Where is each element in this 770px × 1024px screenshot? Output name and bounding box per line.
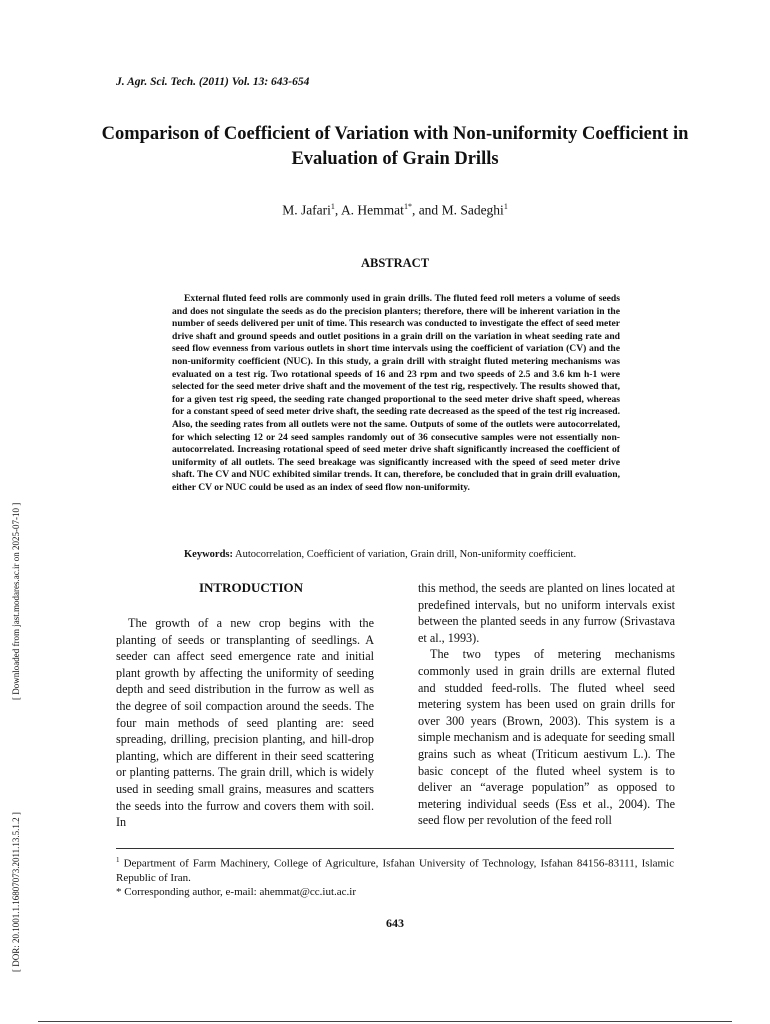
bottom-rule [38,1021,732,1022]
author-name: M. Sadeghi [441,202,504,218]
author-list [100,202,690,219]
introduction-heading: INTRODUCTION [198,580,303,595]
paper-title: Comparison of Coefficient of Variation with Non-uniformity Coefficient in Evaluation of Grain Drills [101,124,689,169]
footnotes [116,853,674,900]
author-separator: , [334,202,341,218]
footnote-mark: 1 [116,856,120,864]
corresponding-author-footnote: * Corresponding author, e-mail: ahemmat@cc.iut.ac.ir [116,886,357,899]
author-affiliation-mark: 1 [503,202,508,211]
author-name: A. Hemmat [340,202,404,218]
introduction-right-column [418,580,675,829]
author-affiliation-mark: 1 [330,202,335,211]
keywords-label: Keywords: [184,549,233,560]
affiliation-footnote [116,853,674,885]
keywords-list: Autocorrelation, Coefficient of variation, Grain drill, Non-uniformity coefficient. [233,549,577,560]
paragraph: this method, the seeds are planted on lines located at predefined intervals, but no uniform intervals exist between the planted seeds in any furrow (Srivastava et al., 1993). [418,581,675,645]
keywords [184,549,576,560]
side-download-stamp: [ Downloaded from jast.modares.ac.ir on 2025-07-10 ] [11,502,21,700]
author-separator: , and [411,202,442,218]
journal-reference: J. Agr. Sci. Tech. (2011) Vol. 13: 643-654 [116,76,310,88]
abstract-heading: ABSTRACT [360,256,430,270]
page-number: 643 [386,916,404,930]
affiliation-text: Department of Farm Machinery, College of Agriculture, Isfahan University of Technology, Isfahan 84156-83111, Islamic Republic of Iran. [116,857,674,885]
introduction-left-column: The growth of a new crop begins with the planting of seeds or transplanting of seedlings. A seeder can affect seed emergence rate and initial plant growth by affecting the uniformity of seeding depth and seed distribution in the furrow as well as the degree of soil compaction around the seeds. The four main methods of seed planting are: seed spreading, drilling, precision planting, and hill-drop planting, which are different in their seed scattering or planting patterns. The grain drill, which is widely used in seeding small grains, measures and scatters the seeds into the furrow and covers them with soil. In [116,616,374,830]
abstract-text: External fluted feed rolls are commonly used in grain drills. The fluted feed roll meters a volume of seeds and does not singulate the seeds as do the precision planters; therefore, there will be inherent variation in the number of seeds delivered per unit of time. This research was conducted to investigate the effect of seed meter drive shaft and ground speeds and outlet positions in a grain drill on the variation in wheat seeding rate and seed flow evenness from various outlets in short time intervals using the coefficient of variation (CV) and the non-uniformity coefficient (NUC). In this study, a grain drill with straight fluted metering mechanisms was evaluated on a test rig. Two rotational speeds of 16 and 23 rpm and two speeds of 2.5 and 3.6 km h-1 were selected for the seed meter drive shaft and the movement of the test rig, respectively. The results showed that, for a given test rig speed, the seeding rate changed proportional to the seed meter drive shaft speed, whereas for a constant speed of seed meter drive shaft, the seeding rate decreased as the speed of the test rig increased. Also, the seeding rates from all outlets were not the same. Outputs of some of the outlets were autocorrelated, for which selecting 12 or 24 seed samples randomly out of 36 consecutive samples were not essentially non-autocorrelated. Increasing rotational speed of seed meter drive shaft significantly increased the coefficient of uniformity of all outlets. The seed breakage was significantly increased with the speed of seed meter drive shaft. The CV and NUC exhibited similar trends. It can, therefore, be concluded that in grain drill evaluation, either CV or NUC could be used as an index of seed flow non-uniformity. [172,293,620,493]
paragraph: The two types of metering mechanisms commonly used in grain drills are external fluted and studded feed-rolls. The fluted wheel seed metering system has been used on grain drills for over 300 years (Brown, 2003). This system is a simple mechanism and is adequate for seeding small grains such as wheat (Triticum aestivum L.). The basic concept of the fluted wheel system is to deliver an “average population” as opposed to metering individual seeds (Ess et al., 2004). The seed flow per revolution of the feed roll [418,647,675,828]
footnote-divider [116,848,674,849]
author-affiliation-mark: 1* [403,202,412,211]
side-doi-stamp: [ DOR: 20.1001.1.16807073.2011.13.5.1.2 ] [11,812,21,972]
author-name: M. Jafari [282,202,331,218]
